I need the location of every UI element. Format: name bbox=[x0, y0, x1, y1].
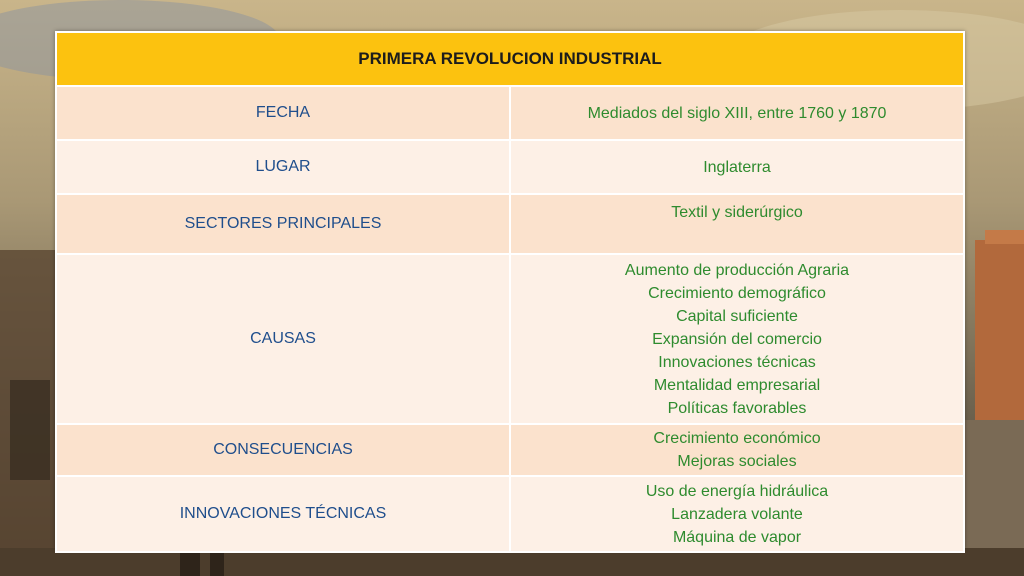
row-label-innovaciones: INNOVACIONES TÉCNICAS bbox=[56, 476, 510, 552]
value-line: Crecimiento económico bbox=[653, 430, 821, 447]
table-title: PRIMERA REVOLUCION INDUSTRIAL bbox=[56, 32, 964, 86]
table-row bbox=[56, 86, 964, 140]
row-label-lugar: LUGAR bbox=[56, 140, 510, 194]
table-row bbox=[56, 194, 964, 254]
value-line: Mediados del siglo XIII, entre 1760 y 1870 bbox=[587, 104, 887, 122]
table-row bbox=[56, 424, 964, 476]
row-value-sectores bbox=[510, 194, 964, 254]
value-line: Expansión del comercio bbox=[652, 330, 822, 348]
row-value-lugar bbox=[510, 140, 964, 194]
row-label-fecha: FECHA bbox=[56, 86, 510, 140]
value-line: Aumento de producción Agraria bbox=[624, 261, 850, 279]
row-label-causas: CAUSAS bbox=[56, 254, 510, 424]
row-label-sectores: SECTORES PRINCIPALES bbox=[56, 194, 510, 254]
table-row bbox=[56, 254, 964, 424]
value-line: Textil y siderúrgico bbox=[671, 204, 803, 221]
value-line: Políticas favorables bbox=[667, 399, 807, 417]
row-label-consecuencias: CONSECUENCIAS bbox=[56, 424, 510, 476]
row-value-innovaciones bbox=[510, 476, 964, 552]
value-line: Inglaterra bbox=[703, 158, 771, 176]
industrial-revolution-table bbox=[55, 31, 965, 553]
table-row bbox=[56, 476, 964, 552]
row-value-causas bbox=[510, 254, 964, 424]
table-row bbox=[56, 140, 964, 194]
value-line: Uso de energía hidráulica bbox=[645, 482, 829, 500]
table-header-row bbox=[56, 32, 964, 86]
value-line: Mentalidad empresarial bbox=[653, 376, 821, 394]
value-line: Máquina de vapor bbox=[672, 528, 802, 546]
value-line: Crecimiento demográfico bbox=[648, 284, 826, 302]
value-line: Capital suficiente bbox=[676, 307, 798, 325]
value-line: Innovaciones técnicas bbox=[658, 353, 816, 371]
value-line: Mejoras sociales bbox=[677, 453, 797, 470]
row-value-fecha bbox=[510, 86, 964, 140]
row-value-consecuencias bbox=[510, 424, 964, 476]
industrial-revolution-table-container bbox=[55, 31, 965, 549]
value-line: Lanzadera volante bbox=[671, 505, 803, 523]
